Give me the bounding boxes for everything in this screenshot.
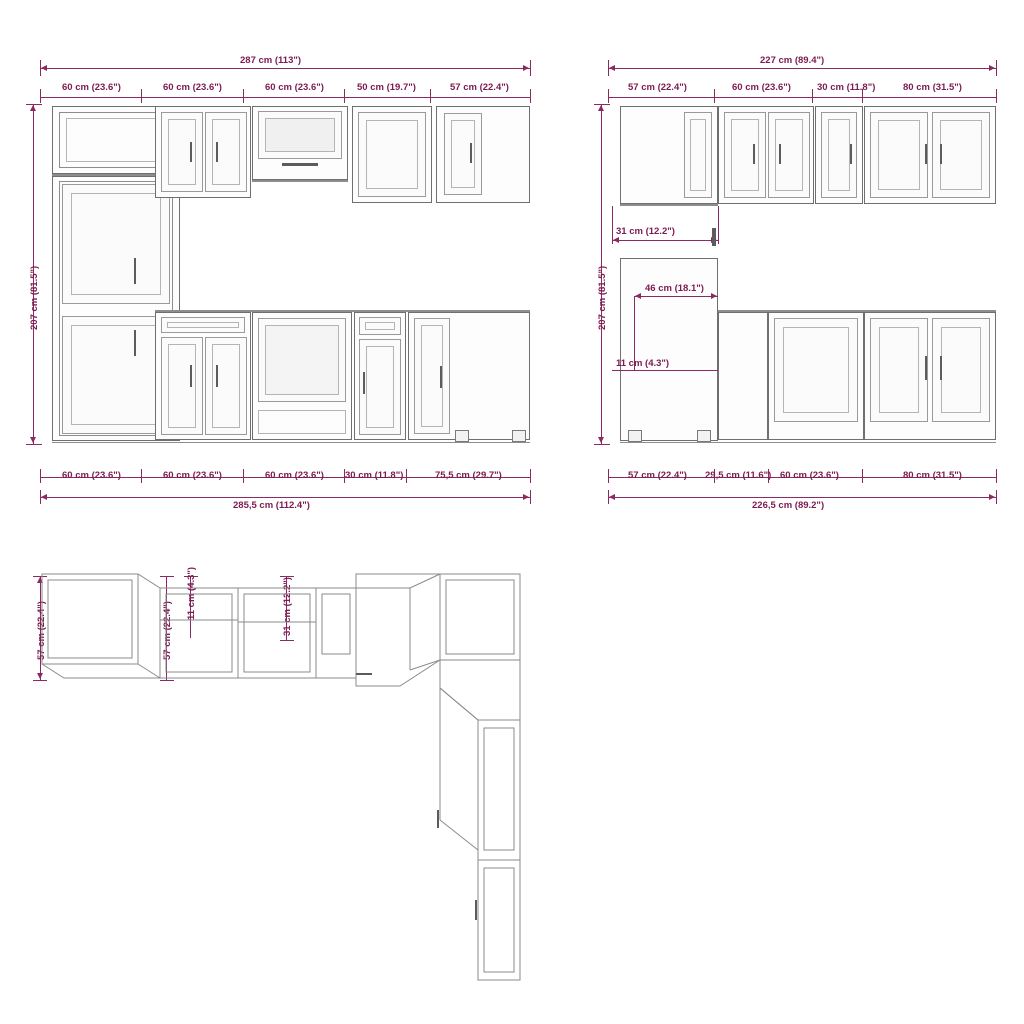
- dim-arrow: [989, 65, 995, 71]
- dim-tick: [996, 490, 997, 504]
- dim-arrow: [609, 65, 615, 71]
- dim-tick: [812, 89, 813, 103]
- handle: [940, 144, 942, 164]
- dim-line-top-segments: [40, 97, 530, 98]
- base-cabinet-r0: [718, 312, 768, 440]
- base-cabinet-door-left: [161, 337, 203, 435]
- dim-line-top-segments-r: [608, 97, 996, 98]
- oven-door: [258, 318, 346, 402]
- dim-depth-upper: 31 cm (12.2"): [616, 226, 675, 237]
- dim-tick: [718, 206, 719, 244]
- dim-bottom-seg-3: 60 cm (23.6"): [265, 470, 324, 481]
- wall-cabinet-2-door-right: [205, 112, 247, 192]
- oven-drawer: [258, 410, 346, 434]
- dim-bottom-seg-4: 30 cm (11.8"): [345, 470, 404, 481]
- dim-bottom-seg-2: 60 cm (23.6"): [163, 470, 222, 481]
- tall-cabinet-door-lower: [62, 316, 170, 434]
- dim-arrow: [598, 437, 604, 443]
- dim-tick: [243, 89, 244, 103]
- dim-arrow: [523, 65, 529, 71]
- dim-arrow: [609, 494, 615, 500]
- dim-top-seg-1: 60 cm (23.6"): [62, 82, 121, 93]
- shelf-edge: [252, 180, 348, 182]
- handle: [779, 144, 781, 164]
- handle: [363, 372, 365, 394]
- handle: [850, 144, 852, 164]
- base-cabinet-door-right: [205, 337, 247, 435]
- dim-tick: [714, 89, 715, 103]
- dim-inner-width: 46 cm (18.1"): [645, 283, 704, 294]
- handle: [216, 142, 218, 162]
- handle: [940, 356, 942, 380]
- dim-tick: [430, 89, 431, 103]
- dim-plinth: 11 cm (4.3"): [616, 358, 670, 369]
- dim-arrow: [711, 293, 717, 299]
- dim-top-seg-r-2: 60 cm (23.6"): [732, 82, 791, 93]
- dim-bottom-seg-r-1: 57 cm (22.4"): [628, 470, 687, 481]
- dim-tick: [530, 469, 531, 483]
- dim-bottom-seg-1: 60 cm (23.6"): [62, 470, 121, 481]
- dim-arrow: [30, 437, 36, 443]
- dim-line-inner-width: [634, 296, 718, 297]
- dim-arrow: [41, 494, 47, 500]
- dim-line-top-overall: [40, 68, 530, 69]
- dim-tick: [530, 60, 531, 76]
- dim-tick: [530, 490, 531, 504]
- dim-line-depth-upper: [612, 240, 718, 241]
- cabinet-foot: [455, 430, 469, 442]
- wall-cabinet-4-door: [444, 113, 482, 195]
- base-end-door: [414, 318, 450, 434]
- dim-top-overall-r: 227 cm (89.4"): [760, 55, 825, 66]
- wall-cabinet-3-door: [358, 112, 426, 197]
- base-cabinet-r1-door: [774, 318, 858, 422]
- dim-bottom-overall-r: 226,5 cm (89.2"): [752, 500, 825, 511]
- dim-top-seg-r-3: 30 cm (11.8"): [817, 82, 876, 93]
- dim-line-bottom-overall-r: [608, 497, 996, 498]
- dim-tick: [996, 469, 997, 483]
- dim-arrow: [613, 237, 619, 243]
- tall-cabinet-door-upper: [62, 184, 170, 304]
- dim-arrow: [30, 105, 36, 111]
- dim-top-seg-3: 60 cm (23.6"): [265, 82, 324, 93]
- floor-line: [620, 442, 996, 443]
- dim-tick: [530, 89, 531, 103]
- dim-top-seg-5: 57 cm (22.4"): [450, 82, 509, 93]
- floor-line: [52, 442, 530, 443]
- handle: [712, 228, 716, 246]
- wall-cabinet-r3-door-left: [870, 112, 928, 198]
- dim-tick: [862, 469, 863, 483]
- dim-tick: [26, 444, 42, 445]
- handle: [440, 366, 442, 388]
- dim-top-seg-2: 60 cm (23.6"): [163, 82, 222, 93]
- wall-cabinet-r1-door-right: [768, 112, 810, 198]
- dim-bottom-seg-r-4: 80 cm (31.5"): [903, 470, 962, 481]
- handle: [134, 330, 136, 356]
- base-drawer-front: [161, 317, 245, 333]
- dim-tick: [608, 469, 609, 483]
- handle: [925, 144, 927, 164]
- cabinet-foot: [697, 430, 711, 442]
- dim-tick: [996, 60, 997, 76]
- handle: [282, 163, 318, 166]
- dim-arrow: [989, 494, 995, 500]
- dim-tick: [40, 469, 41, 483]
- dim-tick: [608, 89, 609, 103]
- wall-corner-door: [684, 112, 712, 198]
- base-30-door: [359, 339, 401, 435]
- handle: [753, 144, 755, 164]
- dim-top-seg-r-1: 57 cm (22.4"): [628, 82, 687, 93]
- handle: [190, 365, 192, 387]
- dim-tick: [406, 469, 407, 483]
- dim-bottom-overall: 285,5 cm (112.4"): [233, 500, 310, 511]
- dim-iso-depth-3: 31 cm (12.2"): [282, 577, 293, 636]
- handle: [925, 356, 927, 380]
- dim-tick: [243, 469, 244, 483]
- dim-arrow: [598, 105, 604, 111]
- base-30-drawer: [359, 317, 401, 335]
- handle: [190, 142, 192, 162]
- dim-height-left: 207 cm (81.5"): [29, 265, 40, 330]
- dim-line-bottom-overall: [40, 497, 530, 498]
- handle: [470, 143, 472, 163]
- dim-top-overall: 287 cm (113"): [240, 55, 302, 66]
- handle: [134, 258, 136, 284]
- dim-height-right: 207 cm (81.5"): [597, 265, 608, 330]
- dim-arrow: [41, 65, 47, 71]
- wall-cabinet-r1-door-left: [724, 112, 766, 198]
- cabinet-foot: [628, 430, 642, 442]
- dim-tick: [344, 89, 345, 103]
- dim-tick: [141, 469, 142, 483]
- wall-cabinet-2-door-left: [161, 112, 203, 192]
- dim-arrow: [523, 494, 529, 500]
- dim-iso-gap: 11 cm (4.3"): [186, 566, 197, 620]
- dim-bottom-seg-5: 75,5 cm (29.7"): [435, 470, 502, 481]
- handle: [216, 365, 218, 387]
- dim-iso-depth-2: 57 cm (22.4"): [162, 601, 173, 660]
- isometric-geometry: [20, 560, 560, 1020]
- microwave-door-glass: [258, 111, 342, 159]
- base-cabinet-r2-door-left: [870, 318, 928, 422]
- dim-line-top-overall-r: [608, 68, 996, 69]
- dim-tick: [141, 89, 142, 103]
- dim-bottom-seg-r-2: 29,5 cm (11.6"): [705, 470, 772, 481]
- dim-tick: [594, 444, 610, 445]
- dim-tick: [40, 89, 41, 103]
- dim-top-seg-r-4: 80 cm (31.5"): [903, 82, 962, 93]
- dim-tick: [996, 89, 997, 103]
- dim-arrow: [635, 293, 641, 299]
- cabinet-foot: [512, 430, 526, 442]
- dim-line-plinth: [612, 370, 718, 371]
- dim-top-seg-4: 50 cm (19.7"): [357, 82, 416, 93]
- dim-iso-depth-left: 57 cm (22.4"): [36, 601, 47, 660]
- dim-bottom-seg-r-3: 60 cm (23.6"): [780, 470, 839, 481]
- shelf-edge: [620, 204, 718, 206]
